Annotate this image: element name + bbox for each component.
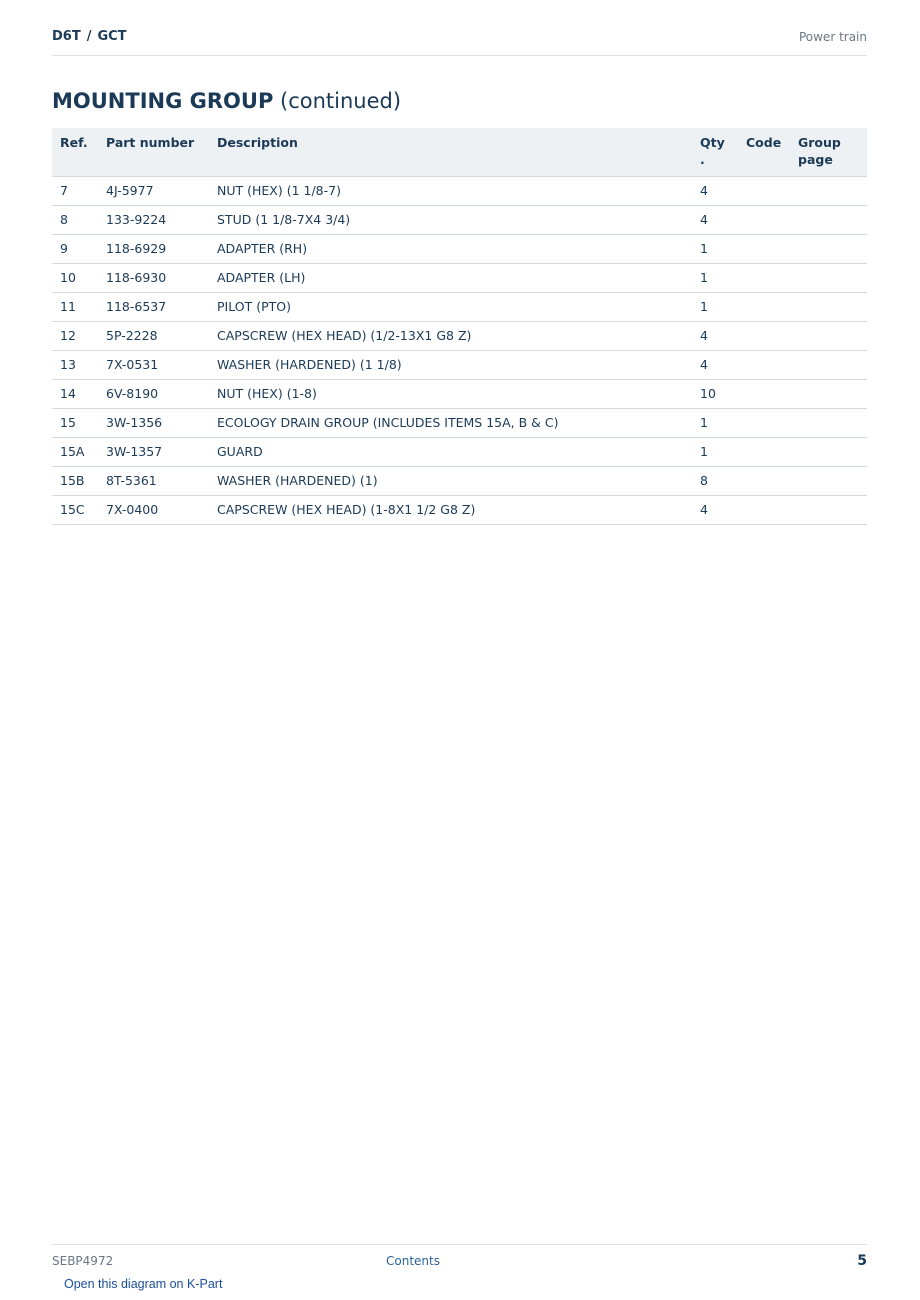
cell-qty: 1	[692, 409, 738, 438]
table-row	[52, 206, 867, 235]
cell-ref: 8	[52, 206, 98, 235]
cell-group-page	[790, 351, 867, 380]
cell-code	[738, 264, 790, 293]
cell-description: CAPSCREW (HEX HEAD) (1-8X1 1/2 G8 Z)	[209, 496, 692, 525]
cell-ref: 15B	[52, 467, 98, 496]
cell-qty: 4	[692, 177, 738, 206]
table-row	[52, 496, 867, 525]
cell-ref: 15	[52, 409, 98, 438]
cell-code	[738, 177, 790, 206]
cell-group-page	[790, 235, 867, 264]
cell-description: NUT (HEX) (1-8)	[209, 380, 692, 409]
cell-description: GUARD	[209, 438, 692, 467]
column-qty-line1: Qty	[700, 135, 725, 150]
cell-ref: 14	[52, 380, 98, 409]
cell-part-number: 133-9224	[98, 206, 209, 235]
cell-description: STUD (1 1/8-7X4 3/4)	[209, 206, 692, 235]
cell-ref: 15A	[52, 438, 98, 467]
parts-table-body	[52, 177, 867, 525]
column-part-number: Part number	[98, 128, 209, 177]
cell-qty: 10	[692, 380, 738, 409]
column-group-page	[790, 128, 867, 177]
parts-table	[52, 128, 867, 525]
cell-part-number: 4J-5977	[98, 177, 209, 206]
cell-qty: 4	[692, 351, 738, 380]
cell-code	[738, 322, 790, 351]
cell-description: WASHER (HARDENED) (1)	[209, 467, 692, 496]
page-title-main: MOUNTING GROUP	[52, 89, 274, 113]
page-footer	[52, 1244, 867, 1275]
cell-ref: 7	[52, 177, 98, 206]
cell-group-page	[790, 322, 867, 351]
table-row	[52, 351, 867, 380]
cell-qty: 1	[692, 264, 738, 293]
cell-group-page	[790, 380, 867, 409]
cell-part-number: 3W-1356	[98, 409, 209, 438]
breadcrumb	[52, 29, 127, 44]
cell-ref: 11	[52, 293, 98, 322]
table-row	[52, 438, 867, 467]
header-row	[52, 128, 867, 177]
table-row	[52, 409, 867, 438]
cell-qty: 4	[692, 322, 738, 351]
cell-description: ADAPTER (RH)	[209, 235, 692, 264]
cell-code	[738, 467, 790, 496]
cell-code	[738, 235, 790, 264]
cell-qty: 1	[692, 438, 738, 467]
cell-group-page	[790, 409, 867, 438]
page-title	[52, 89, 401, 113]
column-group-page-line2: page	[798, 152, 833, 167]
cell-group-page	[790, 438, 867, 467]
cell-qty: 4	[692, 496, 738, 525]
cell-ref: 9	[52, 235, 98, 264]
table-row	[52, 467, 867, 496]
table-row	[52, 264, 867, 293]
cell-description: NUT (HEX) (1 1/8-7)	[209, 177, 692, 206]
cell-ref: 12	[52, 322, 98, 351]
column-group-page-line1: Group	[798, 135, 841, 150]
cell-description: ADAPTER (LH)	[209, 264, 692, 293]
cell-code	[738, 351, 790, 380]
cell-group-page	[790, 496, 867, 525]
cell-description: PILOT (PTO)	[209, 293, 692, 322]
cell-code	[738, 293, 790, 322]
cell-part-number: 7X-0400	[98, 496, 209, 525]
section-name: Power train	[798, 30, 867, 44]
page-header	[52, 28, 867, 56]
cell-code	[738, 380, 790, 409]
column-qty	[692, 128, 738, 177]
table-row	[52, 380, 867, 409]
cell-part-number: 3W-1357	[98, 438, 209, 467]
column-code: Code	[738, 128, 790, 177]
table-row	[52, 177, 867, 206]
cell-code	[738, 409, 790, 438]
document-number: SEBP4972	[52, 1254, 114, 1268]
cell-qty: 1	[692, 293, 738, 322]
column-qty-line2: .	[700, 152, 705, 167]
cell-part-number: 118-6930	[98, 264, 209, 293]
page-number: 5	[857, 1253, 867, 1269]
table-row	[52, 293, 867, 322]
cell-part-number: 5P-2228	[98, 322, 209, 351]
table-row	[52, 235, 867, 264]
cell-ref: 15C	[52, 496, 98, 525]
cell-group-page	[790, 206, 867, 235]
cell-code	[738, 206, 790, 235]
cell-group-page	[790, 177, 867, 206]
breadcrumb-separator: /	[86, 29, 92, 44]
cell-part-number: 118-6537	[98, 293, 209, 322]
cell-code	[738, 438, 790, 467]
cell-group-page	[790, 467, 867, 496]
cell-qty: 8	[692, 467, 738, 496]
cell-description: WASHER (HARDENED) (1 1/8)	[209, 351, 692, 380]
parts-table-header	[52, 128, 867, 177]
cell-qty: 1	[692, 235, 738, 264]
cell-part-number: 7X-0531	[98, 351, 209, 380]
open-kpart-link[interactable]: Open this diagram on K-Part	[64, 1277, 223, 1291]
cell-group-page	[790, 293, 867, 322]
cell-group-page	[790, 264, 867, 293]
cell-description: ECOLOGY DRAIN GROUP (INCLUDES ITEMS 15A, B & C)	[209, 409, 692, 438]
cell-part-number: 8T-5361	[98, 467, 209, 496]
cell-part-number: 118-6929	[98, 235, 209, 264]
cell-part-number: 6V-8190	[98, 380, 209, 409]
table-row	[52, 322, 867, 351]
contents-link[interactable]: Contents	[386, 1254, 440, 1268]
cell-qty: 4	[692, 206, 738, 235]
page-title-suffix: (continued)	[280, 89, 402, 113]
column-description: Description	[209, 128, 692, 177]
column-ref: Ref.	[52, 128, 98, 177]
breadcrumb-variant: GCT	[97, 29, 127, 44]
cell-description: CAPSCREW (HEX HEAD) (1/2-13X1 G8 Z)	[209, 322, 692, 351]
cell-code	[738, 496, 790, 525]
cell-ref: 10	[52, 264, 98, 293]
cell-ref: 13	[52, 351, 98, 380]
breadcrumb-model: D6T	[52, 29, 81, 44]
